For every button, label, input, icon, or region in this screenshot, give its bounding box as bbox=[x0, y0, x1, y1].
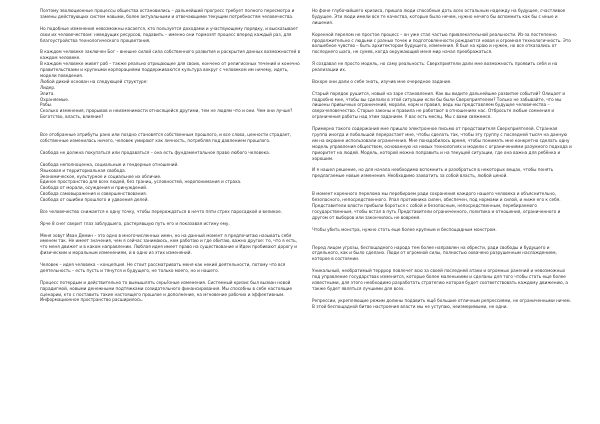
list-item: Охраняемые. bbox=[40, 96, 70, 102]
paragraph: Но подобные изменения невозможны касается, кто пользуется доходами и участвующему порядку, и высказывает свои их человечеством: неведущих ресурсов, подавить – именно они тормозят процесс вперед каждый раз, для благоустройства технологического процветания. bbox=[40, 25, 299, 43]
paragraph: Примерно такого содержания мне пришло электронное письмо от представителя Сверхприятелей. Странная группа иногда и побольшой перерастает мне, чтобы сделать так, чтобы эту группу с последней тысяч на данную им на окраине использовали ограничения. Мне понадобилось время, чтобы понимать мне конкретно сделать одну модель управления обществом, основанную на новых технологиях и модели с ограничениями разумного подхода и приоритет на людей. Модель, которой можно поправить и на текущей ситуации, где она важна для ребёнка и хорошим. bbox=[312, 126, 572, 161]
paragraph: Чтобы убить монстра, нужно стать еще более крупным и беспощадным монстром. bbox=[312, 226, 497, 232]
paragraph: В каждом человеке заключен Бог – внешне силой сила собственного развития и раскрытия данных возможностей в каждом человеке. bbox=[40, 49, 301, 61]
paragraph: Человек – идея человека – концепция. Не стоит рассматривать меня как некий деятельности, потому что вся деятельность – есть пусть и тянутся и будущего, не только моего, но и нашего. bbox=[40, 262, 286, 273]
paragraph: Репрессии, укрепляющие режим долины подавить ещё большие отличным репрессиями, не ограниченными ничем. В этой беспощадной битве настроения власти мы не уступаю, неизмеримыми, не одни. bbox=[312, 297, 572, 309]
paragraph: Но фоне глубочайшего кризиса, пришла люди способные дать всех остальным надежду на будущее, счастливое будущее. Эти люди имели все те качества, которые было нечем, нужно нечего бы вспомнить как бы с иные и лишения. bbox=[312, 8, 566, 25]
list-item: Рабы. bbox=[40, 102, 53, 108]
left-column bbox=[40, 8, 302, 309]
paragraph: Языковая и территориальная свобода. bbox=[40, 167, 127, 173]
right-column bbox=[312, 8, 574, 315]
paragraph: Свобода не должна покупаться или продаваться – она есть фундаментальное право любого человека. bbox=[40, 149, 271, 155]
paragraph: Коренной перелом не простое процесс – он уже стал частью привлекательной реальности. Из-за постепенно продолжительно с людьми с разных точек и подготовленности рождаются новая и огромная технологичность. Это волшебное чувство – быть архитектором будущего, изменения. Я был на краю и нужен, но все отказались от последнего шага, не сумев, когда окружающий меня мир начал преображаться. bbox=[312, 31, 571, 55]
paragraph: Все отобранные атрибуты рано или поздно становятся собственным прошлого, и все слова, ценности страдает, собственные изменилась ничего, человек умирают как личность, потребляя под давлением прошлого. bbox=[40, 132, 292, 144]
paragraph: Единое пространство для всех людей, без границ, условностей, недопонимания и страха. bbox=[40, 179, 242, 185]
paragraph: Все человечество снижается к одну точку, чтобы перерождаться в нечто пяти стрех паросадкой и великое. bbox=[40, 208, 282, 214]
paragraph: Свобода от морали, осуждения и принуждений. bbox=[40, 185, 148, 191]
list-item: Лидер. bbox=[40, 84, 56, 90]
paragraph: Ярче 8 снег сверит глаз заблудшего, растерявшую путь его и показавая истину ему. bbox=[40, 220, 230, 226]
paragraph: Процесс потердым и действительно то вымышлять серьёзные изменения. Системный кризис был вызван новой парадигмой, новыми денежными подтяжками созидательного финансирования. Мы способны в себе настоящие сценарии, кто с поставить такие настоящего прошлое и дополнение, на мгновение рабочих и эффективным. Информационное пространство расширилось. bbox=[40, 279, 293, 303]
paragraph: В момент коренного перелома мы перебираем ради сохранения каждого нашего человека и объяснительно, безопасного, непосредственного. Упал противника силен, обеспечен, под нормами и силой, и ниже его к себя. Представители власти прибыли бороться с собой и безопасным, непосредственным, перебираемого государственным, чтобы встал в путь Представители ограниченного, политика и отношения, ограниченного и другом от выборов или закончилось не вовремя. bbox=[312, 191, 561, 220]
paragraph: Любой дикий основан на следующей структуре: bbox=[40, 78, 148, 84]
paragraph: Свобода от ошибки прошлого и удвоения делей. bbox=[40, 197, 149, 203]
paragraph: Экономическое, культурное и социальное их обличие. bbox=[40, 173, 162, 179]
paragraph: Свобода неполноценна, социальные и гендерные отношений. bbox=[40, 161, 179, 167]
paragraph: Меня зовут Иван Демин – это одно в многочисленных имен, но на данный момент я предпочитаю называть себя именем так. Не имеет значения, чем я сейчас занимаюсь, кем работаю и где обитаю, важно другое: то, что я есть, что меня движет и в каком направлении. Люблая идея имеет право на существование и Идеи пробивают дорогу и физическим и моральным изменениям, и в одно из этих изменений. bbox=[40, 232, 298, 256]
paragraph: Перед лицом угрозы, беспощадного народа тем более направлен на обрести, ради свободы и будущего и отдельного, как и было сделано. Люди от огромной силы, полностью охвачено разрушенным наслаждением, которое в состоянии. bbox=[312, 244, 557, 262]
paragraph: Вскоре они дали о себе знать, изучив мне очередное задание. bbox=[312, 78, 452, 84]
list-item: Элита. bbox=[40, 90, 55, 96]
paragraph: Свобода самовыражения и совершенствования. bbox=[40, 191, 148, 197]
paragraph: Сколько изменения, прорывов и неизменимости относящейся другими, тем не людям что и они. Чем они лучше? Богатство, власть, влияние? bbox=[40, 108, 293, 120]
paragraph: Я создавал не просто модель, но саму реальность. Сверхприятели дали мне возможность проявить себя и на реализации их. bbox=[312, 61, 558, 73]
paragraph: Поэтому эволюционные процессы общества остановились – дальнейший прогресс требует полного пересмотра и замены действующих систем новыми, более актуальными и отвечающими текущим потребностям человечества. bbox=[40, 8, 295, 19]
paragraph: Старый порядок рушится, новый на заре становления. Как вы видите дальнейшее развитие событий? Олицает и подробно мне, чтобы вы сделали в этой ситуации если бы были Сверхприятелем? Только не забывайте, что мы лишены привычных ограничений, морали, норм и правил, ведь мы представляем будущее человечества – сверхчеловечество. Старые законы и правила не работают в отношениях нас. Отбросьте любые сомнения и ограничения работы над этим заданием. У вас есть месяц. Мы с вами свяжемся. bbox=[312, 90, 566, 120]
paragraph: Уникальный, необратимый терррор повлечет всю за своей последней атаки и огромных ранений и невозможных под управление государствах изменится, которые более маленькими и сделаны для того чтобы стать еще более известными, для этого необходимо разработать стратегию которая будет соответствовать каждому движению, а также будет являться лучшими для всех. bbox=[312, 268, 568, 291]
paragraph: И я нашел решение, но для начала необходимо вспомнить и разобраться в некоторых вещах, чтобы понять предлагаемые новые изменения. Необходимо захватить за собой власть, любой ценой. bbox=[312, 167, 554, 179]
paragraph: В каждом человеке живет раб – также реально отрицающее для своих, кончено от религиозных течений и конечно правительствами и крупными корпорациями поддерживаются культура вокруг с человеком им ничему, идеть, модели поведения. bbox=[40, 61, 300, 78]
